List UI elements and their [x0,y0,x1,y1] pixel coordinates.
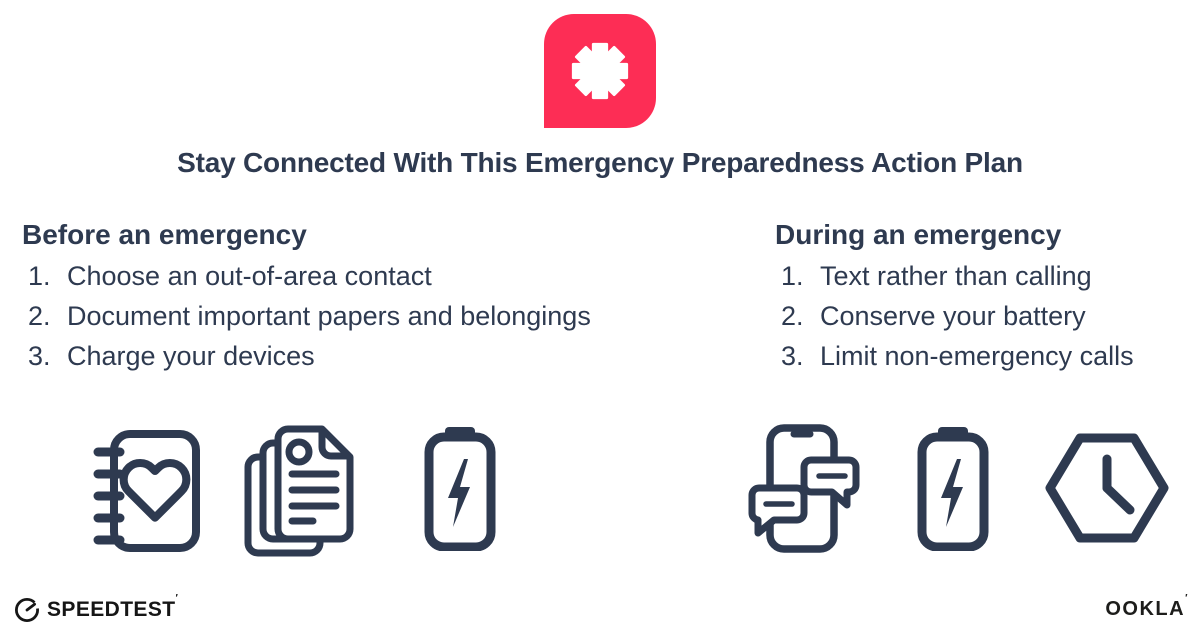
battery-charge-icon [424,427,496,551]
list-item: 2. Conserve your battery [811,296,1195,336]
documents-stack-icon [242,423,360,561]
section-heading-during: During an emergency [775,219,1062,250]
speedtest-logo [13,593,179,624]
list-item: 1. Text rather than calling [811,256,1195,296]
section-before-emergency [22,219,742,376]
clock-hexagon-icon [1040,431,1174,545]
list-item: 3. Limit non-emergency calls [811,336,1195,376]
speedtest-gauge-icon [13,596,41,624]
phone-messages-icon [740,424,862,556]
list-item: 1. Choose an out-of-area contact [58,256,742,296]
ookla-logo [1105,593,1189,621]
trademark-tick: ′ [175,593,179,604]
page-title: Stay Connected With This Emergency Preparedness Action Plan [177,147,1023,178]
trademark-tick: ′ [1185,593,1189,604]
heart-notebook-icon [88,429,202,553]
during-list [775,256,1195,376]
section-heading-before: Before an emergency [22,219,307,250]
speedtest-wordmark: SPEEDTEST′ [47,593,179,621]
ookla-wordmark: OOKLA [1105,598,1186,620]
before-list [22,256,742,376]
list-item: 3. Charge your devices [58,336,742,376]
list-item: 2. Document important papers and belongings [58,296,742,336]
asterisk-badge [544,14,656,128]
battery-charge-icon [917,427,989,551]
section-during-emergency [775,219,1195,376]
asterisk-icon [563,34,637,108]
